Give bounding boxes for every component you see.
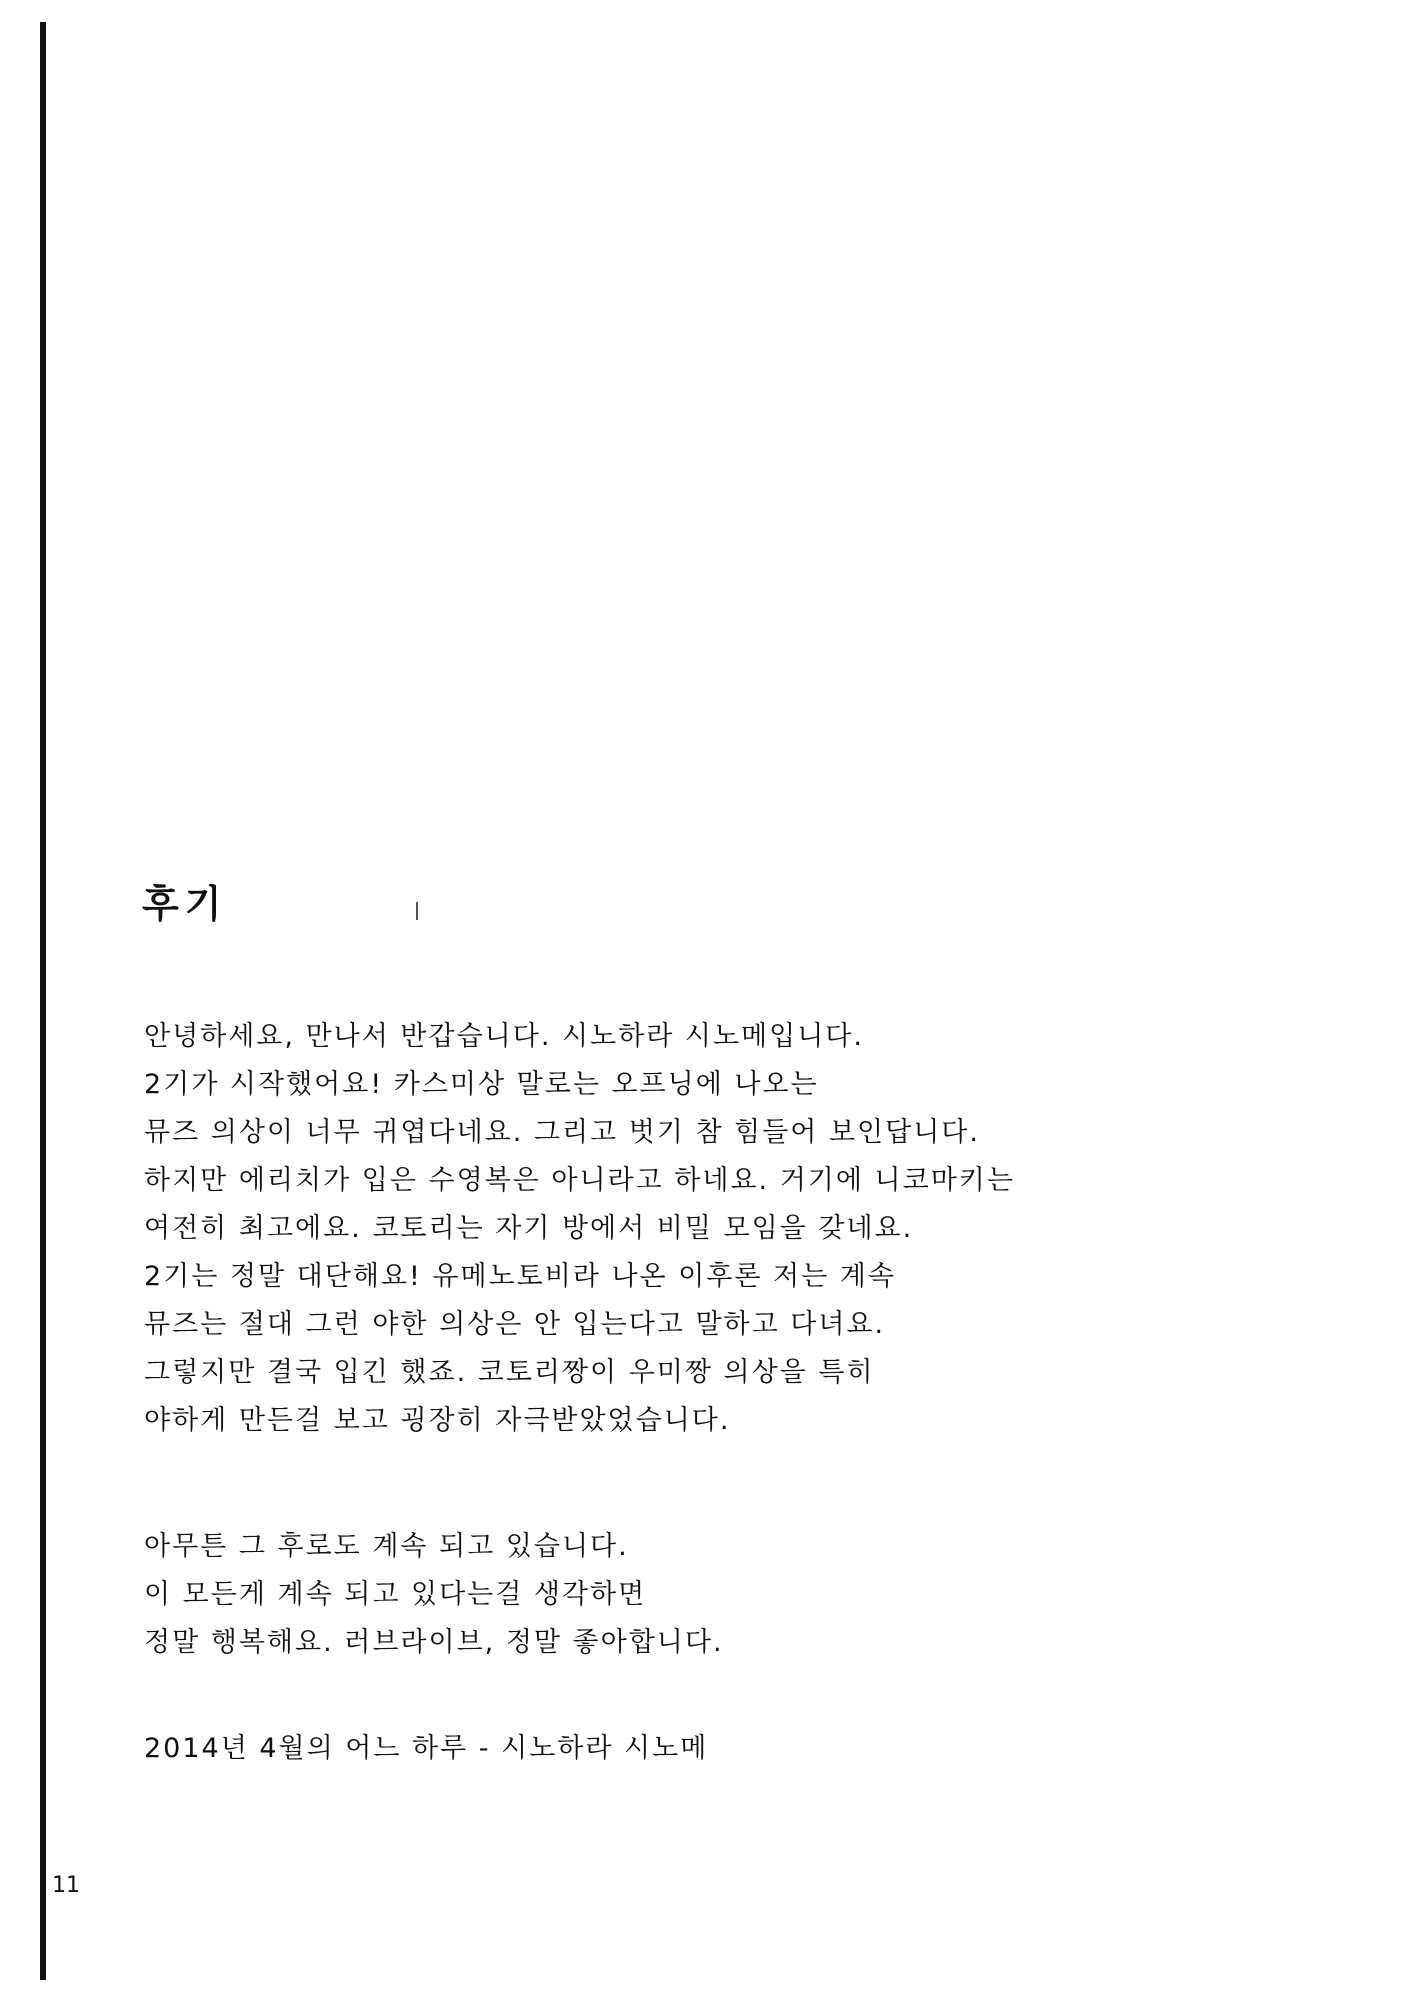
text-line: 안녕하세요, 만나서 반갑습니다. 시노하라 시노메입니다. <box>144 1021 864 1052</box>
stray-mark <box>416 902 418 920</box>
text-line: 정말 행복해요. 러브라이브, 정말 좋아합니다. <box>144 1627 724 1658</box>
text-line: 뮤즈 의상이 너무 귀엽다네요. 그리고 벗기 참 힘들어 보인답니다. <box>144 1117 980 1148</box>
text-line: 그렇지만 결국 입긴 했죠. 코토리짱이 우미짱 의상을 특히 <box>144 1357 875 1388</box>
text-line: 2기는 정말 대단해요! 유메노토비라 나온 이후론 저는 계속 <box>144 1261 896 1292</box>
text-line: 2기가 시작했어요! 카스미상 말로는 오프닝에 나오는 <box>144 1069 819 1100</box>
text-line: 이 모든게 계속 되고 있다는걸 생각하면 <box>144 1579 647 1610</box>
text-line: 야하게 만든걸 보고 굉장히 자극받았었습니다. <box>144 1405 731 1436</box>
page-title: 후기 <box>142 882 228 926</box>
text-line: 여전히 최고에요. 코토리는 자기 방에서 비밀 모임을 갖네요. <box>144 1213 914 1244</box>
text-line: 뮤즈는 절대 그런 야한 의상은 안 입는다고 말하고 다녀요. <box>144 1309 886 1340</box>
text-line: 하지만 에리치가 입은 수영복은 아니라고 하네요. 거기에 니코마키는 <box>144 1165 1015 1196</box>
signoff: 2014년 4월의 어느 하루 - 시노하라 시노메 <box>144 1733 709 1764</box>
text-line: 아무튼 그 후로도 계속 되고 있습니다. <box>144 1531 629 1562</box>
paragraph-2 <box>144 1523 724 1667</box>
page-number: 11 <box>52 1873 80 1898</box>
paragraph-1 <box>144 1013 1015 1445</box>
margin-rule <box>40 22 46 1980</box>
